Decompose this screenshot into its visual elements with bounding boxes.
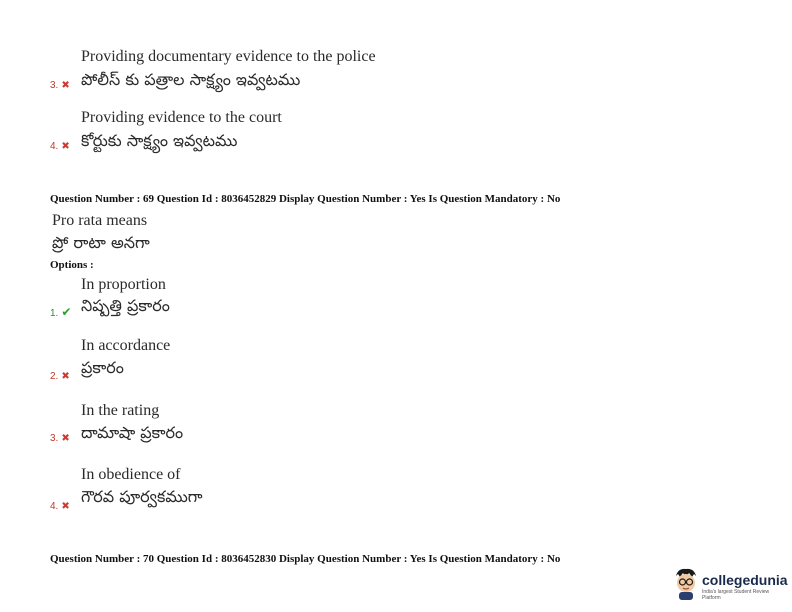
question-69-header: Question Number : 69 Question Id : 8036452829 Display Question Number : Yes Is Question Mandatory : No (50, 193, 561, 205)
q69-option-4-number (50, 501, 70, 512)
option-number: 2. (50, 371, 59, 382)
cross-icon: ✖ (61, 501, 70, 512)
q69-option-1-english: In proportion (81, 276, 166, 293)
cross-icon: ✖ (61, 371, 70, 382)
option-number: 3. (50, 80, 59, 91)
q69-option-2-number (50, 371, 70, 382)
q69-option-4-english: In obedience of (81, 466, 181, 483)
question-69-text-telugu: ప్రో రాటా అనగా (52, 233, 150, 252)
prev-option-3-english: Providing documentary evidence to the police (81, 48, 376, 65)
q69-option-1-telugu: నిష్పత్తి ప్రకారం (81, 296, 170, 315)
prev-option-4-english: Providing evidence to the court (81, 109, 282, 126)
prev-option-3-telugu: పోలీస్ కు పత్రాల సాక్ష్యం ఇవ్వటము (81, 70, 301, 89)
prev-option-4-number (50, 141, 70, 152)
prev-option-3-number (50, 80, 70, 91)
option-number: 4. (50, 501, 59, 512)
question-70-header: Question Number : 70 Question Id : 8036452830 Display Question Number : Yes Is Question Mandatory : No (50, 553, 561, 565)
option-number: 1. (50, 308, 59, 319)
prev-option-4-telugu: కోర్టుకు సాక్ష్యం ఇవ్వటము (81, 131, 238, 150)
q69-option-2-telugu: ప్రకారం (81, 358, 124, 377)
cross-icon: ✖ (61, 141, 70, 152)
option-number: 4. (50, 141, 59, 152)
cross-icon: ✖ (61, 80, 70, 91)
q69-option-3-telugu: దామాషా ప్రకారం (81, 423, 184, 442)
q69-option-2-english: In accordance (81, 337, 171, 354)
mascot-icon (672, 566, 700, 600)
collegedunia-logo (672, 564, 788, 604)
q69-option-3-english: In the rating (81, 402, 160, 419)
option-number: 3. (50, 433, 59, 444)
logo-name: collegedunia (702, 572, 788, 588)
options-label: Options : (50, 259, 94, 271)
q69-option-1-number (50, 305, 71, 319)
cross-icon: ✖ (61, 433, 70, 444)
logo-tagline: India's largest Student Review Platform (702, 589, 770, 601)
question-69-text-english: Pro rata means (52, 212, 148, 229)
q69-option-4-telugu: గౌరవ పూర్వకముగా (81, 487, 203, 506)
q69-option-3-number (50, 433, 70, 444)
check-icon: ✔ (61, 305, 72, 319)
